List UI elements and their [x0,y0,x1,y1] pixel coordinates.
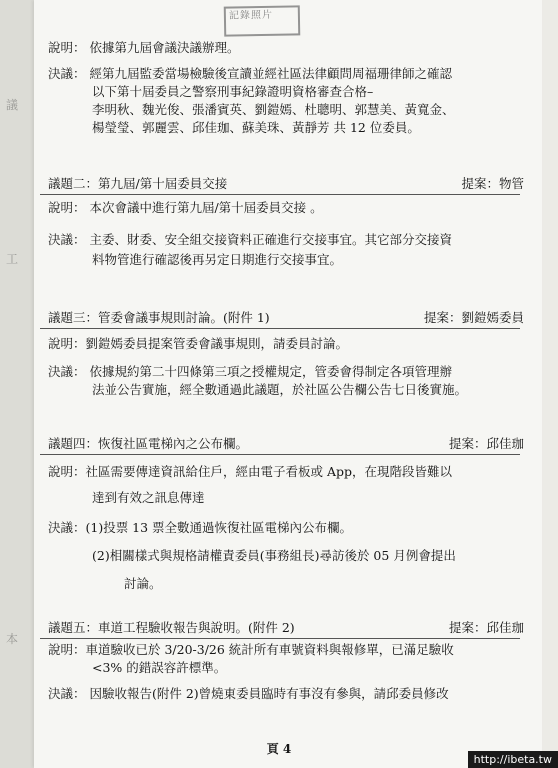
text-line: 料物管進行確認後再另定日期進行交接事宜。 [92,252,343,267]
text-line: 說明：車道驗收已於 3/20-3/26 統計所有車號資料與報修單，已滿足驗收 [48,642,454,657]
text-line: <3% 的錯誤容許標準。 [92,660,227,675]
text-line: 說明： 依據第九屆會議決議辦理。 [48,40,240,55]
topic-title: 議題三：管委會議事規則討論。(附件 1) [48,310,270,325]
text-line: 決議： 主委、財委、安全組交接資料正確進行交接事宜。其它部分交接資 [48,232,452,247]
text-line: 決議： 因驗收報告(附件 2)曾燒東委員臨時有事沒有參與，請邱委員修改 [48,686,449,701]
proposer: 提案：邱佳珈 [448,436,524,451]
text-line: 說明：社區需要傳達資訊給住戶，經由電子看板或 App，在現階段皆難以 [48,464,453,479]
divider [40,454,520,455]
proposer: 提案：劉鎧嫣委員 [423,310,524,325]
text-line: 達到有效之訊息傳達 [92,490,205,505]
text-line: 討論。 [124,576,162,591]
text-line: 決議： 經第九屆監委當場檢驗後宣讀並經社區法律顧問周福珊律師之確認 [48,66,452,81]
proposer: 提案：物管 [461,176,524,191]
bleed-mark: 工 [6,252,19,266]
divider [40,194,520,195]
text-line: 李明秋、魏光俊、張潘賓英、劉鎧嫣、杜聰明、郭慧美、黃寬金、 [92,102,455,117]
bleed-mark: 議 [6,98,19,112]
text-line: 說明：劉鎧嫣委員提案管委會議事規則，請委員討論。 [48,336,349,351]
seal-stamp: 記錄照片 [224,5,301,36]
page-left-edge [0,0,34,768]
divider [40,328,520,329]
text-line: 楊瑩瑩、郭麗雲、邱佳珈、蘇美珠、黃靜芳 共 12 位委員。 [92,120,420,135]
text-line: 法並公告實施，經全數通過此議題，於社區公告欄公告七日後實施。 [92,382,468,397]
bleed-mark: 本 [6,632,19,646]
text-line: 以下第十屆委員之警察刑事紀錄證明資格審查合格– [92,84,374,99]
topic-title: 議題二：第九屆/第十屆委員交接 [48,176,228,191]
proposer: 提案：邱佳珈 [448,620,524,635]
page-number: 頁 4 [266,742,292,756]
text-line: 說明： 本次會議中進行第九屆/第十屆委員交接 。 [48,200,323,215]
text-line: 決議： 依據規約第二十四條第三項之授權規定，管委會得制定各項管理辦 [48,364,452,379]
topic-title: 議題五：車道工程驗收報告與說明。(附件 2) [48,620,295,635]
watermark-url: http://ibeta.tw [468,751,558,768]
divider [40,638,520,639]
text-line: 決議：(1)投票 13 票全數通過恢復社區電梯內公布欄。 [48,520,353,535]
text-line: (2)相關樣式與規格請權責委員(事務組長)尋訪後於 05 月例會提出 [92,548,456,563]
topic-title: 議題四：恢復社區電梯內之公布欄。 [48,436,249,451]
